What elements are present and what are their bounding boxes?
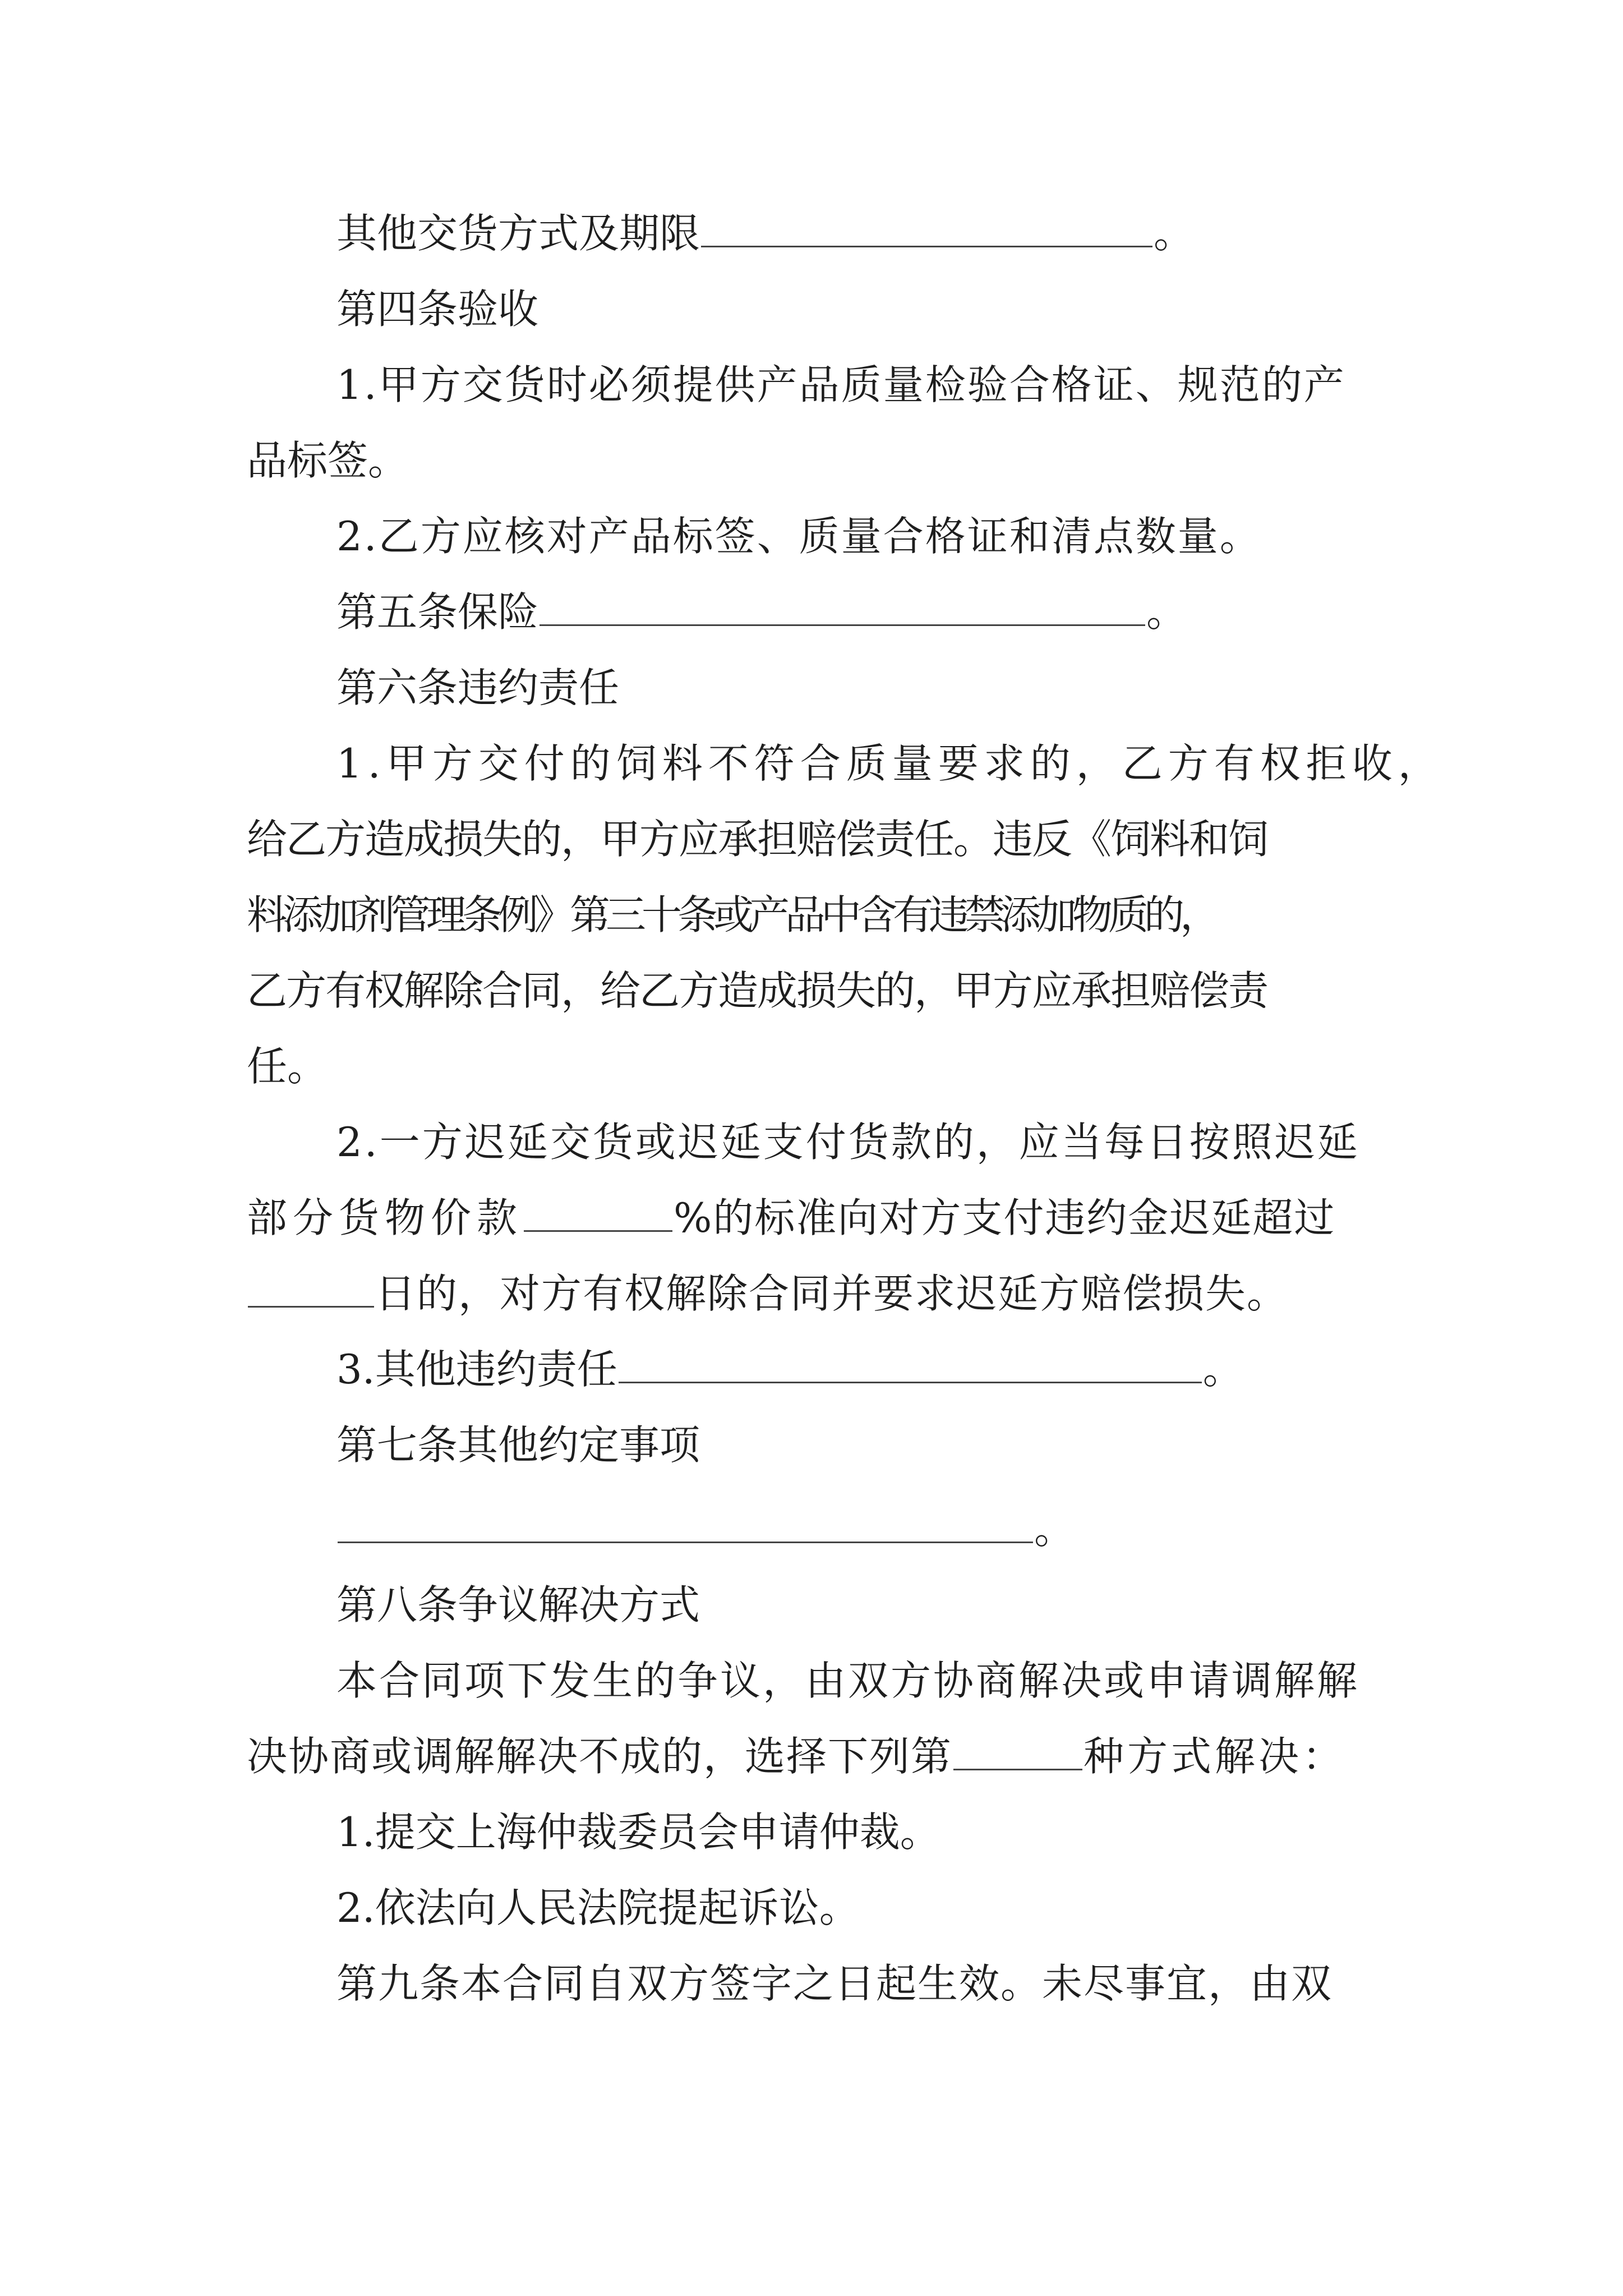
paragraph-line: 2.乙方应核对产品标签、质量合格证和清点数量。 [336, 513, 1262, 560]
line-delay-days: 日的，对方有权解除合同并要求迟延方赔偿损失。 [247, 1273, 1288, 1314]
heading-article-7: 第七条其他约定事项 [336, 1421, 700, 1469]
line-insurance: 第五条保险 。 [336, 588, 1187, 636]
fill-blank [524, 1198, 672, 1232]
fill-blank [701, 213, 1152, 247]
line-other-matters: 。 [336, 1509, 1075, 1549]
line-penalty-rate: 部分货物价款 %的标准向对方支付违约金迟延超过 [247, 1194, 1336, 1241]
paragraph-line: 给乙方造成损失的，甲方应承担赔偿责任。违反《饲料和饲 [247, 816, 1268, 863]
paragraph-line: 1.甲方交货时必须提供产品质量检验合格证、规范的产 [336, 361, 1346, 408]
paragraph-line: 1.提交上海仲裁委员会申请仲裁。 [336, 1809, 940, 1856]
fill-blank [338, 1509, 1033, 1543]
paragraph-line: 2.一方迟延交货或迟延支付货款的，应当每日按照迟延 [336, 1119, 1360, 1166]
paragraph-line: 1.甲方交付的饲料不符合质量要求的，乙方有权拒收， [336, 740, 1444, 787]
paragraph-line: 本合同项下发生的争议，由双方协商解决或申请调解解 [336, 1657, 1360, 1704]
heading-article-8: 第八条争议解决方式 [336, 1581, 700, 1628]
paragraph-line: 品标签。 [247, 437, 409, 484]
line-delivery-other: 其他交货方式及期限 。 [336, 210, 1195, 257]
fill-blank [953, 1736, 1082, 1770]
fill-blank [248, 1273, 374, 1308]
heading-article-9: 第九条本合同自双方签字之日起生效。未尽事宜，由双 [336, 1960, 1333, 2007]
paragraph-line: 2.依法向人民法院提起诉讼。 [336, 1884, 860, 1931]
line-other-liability: 3.其他违约责任 。 [336, 1346, 1243, 1393]
heading-article-6: 第六条违约责任 [336, 664, 620, 711]
fill-blank [540, 592, 1145, 626]
paragraph-line: 乙方有权解除合同，给乙方造成损失的，甲方应承担赔偿责 [247, 967, 1268, 1014]
paragraph-line: 任。 [247, 1043, 328, 1090]
line-dispute-choice: 决协商或调解解决不成的，选择下列第 种方式解决： [247, 1733, 1347, 1780]
paragraph-line: 料添加剂管理条例》第三十条或产品中含有违禁添加物质的， [247, 891, 1216, 938]
heading-article-4: 第四条验收 [336, 286, 539, 333]
fill-blank [619, 1349, 1202, 1383]
